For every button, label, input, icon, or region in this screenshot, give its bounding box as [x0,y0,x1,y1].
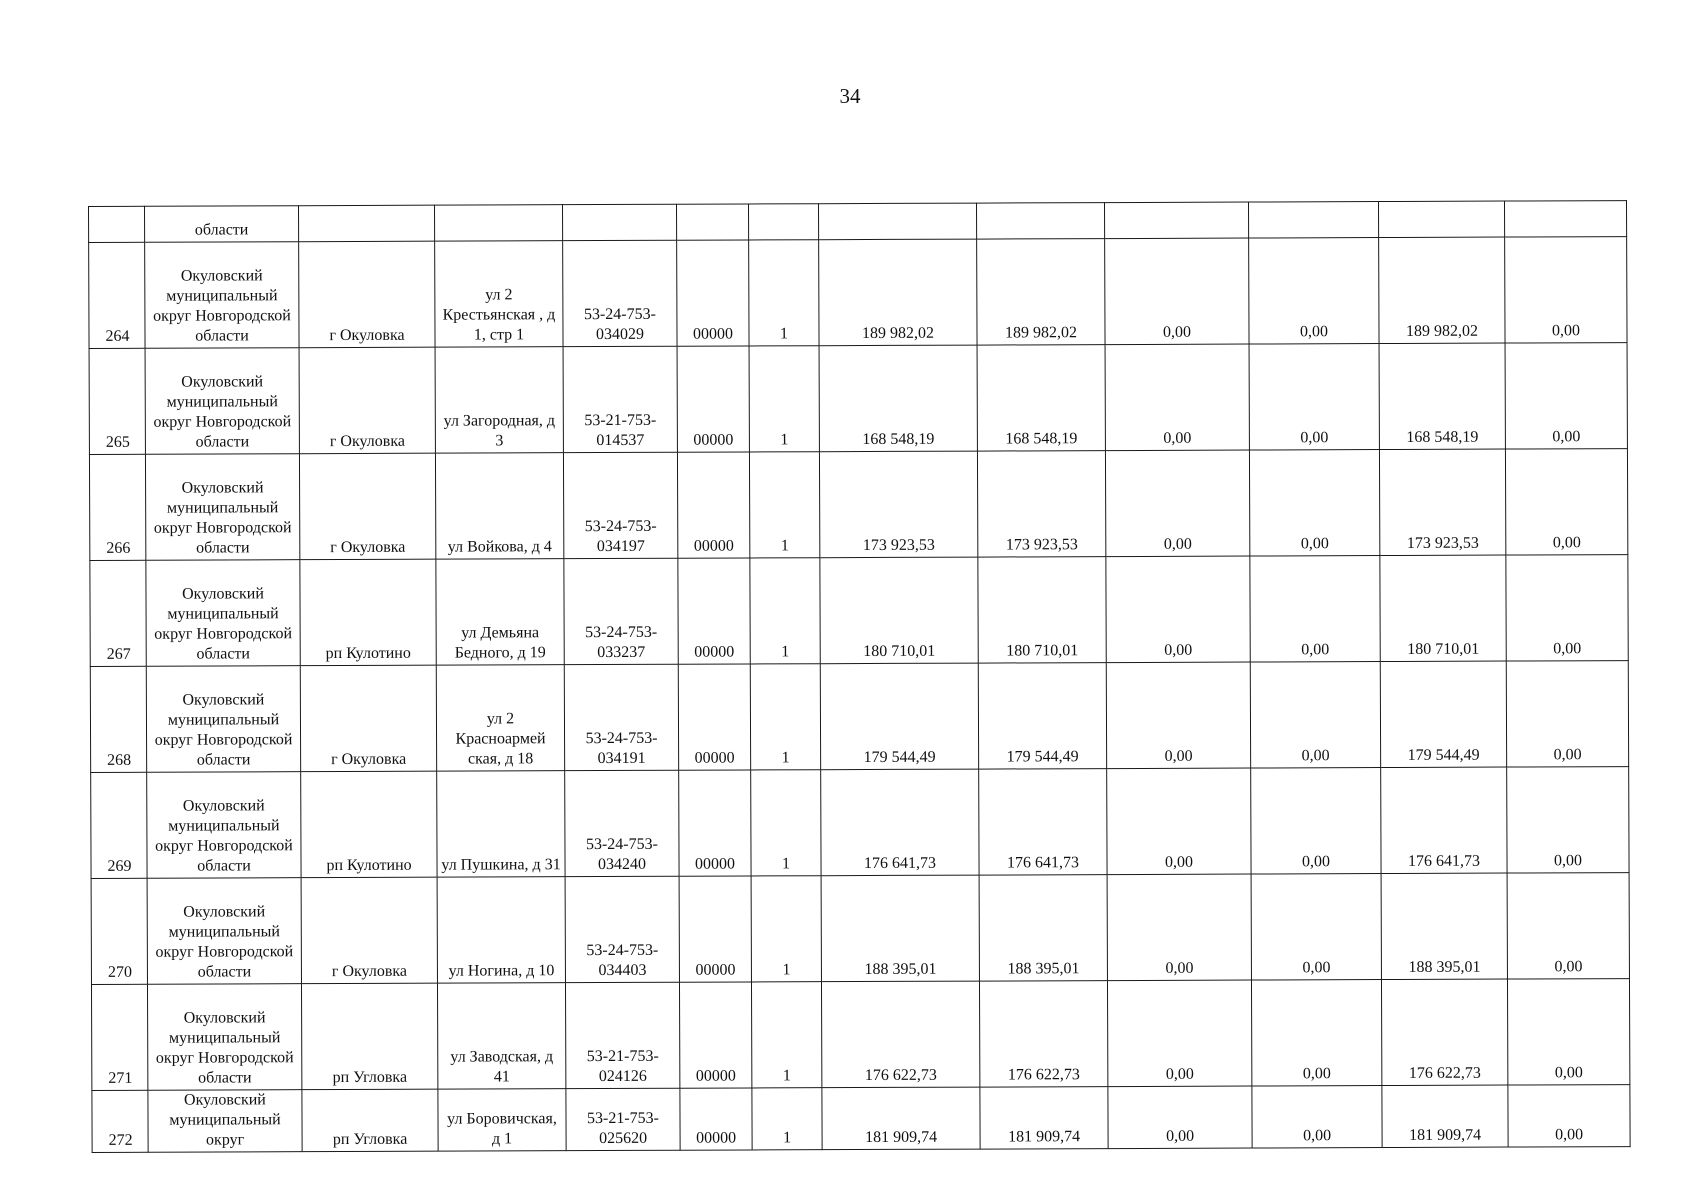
cell-number: 269 [91,772,147,878]
table-row [89,343,1627,455]
cell-count [748,204,818,240]
cell-code2: 00000 [678,664,750,770]
cell-count: 1 [749,346,819,452]
cell-code2: 00000 [677,240,749,346]
cell-code2: 00000 [678,558,750,664]
cell-value-2 [976,203,1104,239]
cell-value-1: 189 982,02 [819,239,977,346]
cell-value-6: 0,00 [1506,555,1628,661]
cell-code2 [676,204,748,240]
cell-count: 1 [750,664,820,770]
cell-address: ул 2 Красноармей ская, д 18 [436,665,564,771]
cell-code2: 00000 [679,770,751,876]
cell-value-1: 176 622,73 [821,981,979,1088]
cell-value-5: 168 548,19 [1379,343,1505,449]
cell-value-2: 189 982,02 [977,239,1105,345]
cell-number: 271 [91,984,147,1090]
cell-settlement: рп Угловка [302,1089,438,1152]
cell-value-3: 0,00 [1105,238,1249,345]
cell-value-6: 0,00 [1505,449,1627,555]
cell-value-3: 0,00 [1105,344,1249,451]
cell-municipality: области [145,206,299,243]
cell-address: ул Ногина, д 10 [437,877,565,983]
cell-value-2: 173 923,53 [977,451,1105,557]
cell-number: 265 [89,348,145,454]
cell-value-4: 0,00 [1249,238,1379,344]
cell-value-5: 189 982,02 [1379,237,1505,343]
cell-value-1: 179 544,49 [820,663,978,770]
cell-value-3: 0,00 [1107,768,1251,875]
cell-municipality: Окуловский муниципальный округ Новгородской области [145,348,299,455]
data-table [88,200,1631,1153]
cell-count: 1 [752,1088,822,1150]
cell-value-6: 0,00 [1508,1085,1630,1147]
cell-value-1: 173 923,53 [819,451,977,558]
cell-settlement: г Окуловка [300,665,436,772]
table-row [90,661,1628,773]
table-row [91,873,1629,985]
cell-value-4: 0,00 [1250,556,1380,662]
cell-number: 268 [90,666,146,772]
cell-value-2: 176 641,73 [979,769,1107,875]
cell-value-3: 0,00 [1106,662,1250,769]
cell-number [89,206,145,242]
cell-address: ул Демьяна Бедного, д 19 [436,559,564,665]
cell-value-4: 0,00 [1251,980,1381,1086]
table-row [89,237,1627,349]
cell-value-6: 0,00 [1505,237,1627,343]
table-row [89,449,1627,561]
cell-number: 272 [92,1090,148,1152]
cell-number: 266 [89,454,145,560]
cell-value-4: 0,00 [1249,344,1379,450]
table-row-continuation [89,201,1627,243]
cell-value-2: 181 909,74 [980,1087,1108,1149]
cell-value-4: 0,00 [1251,768,1381,874]
cell-code: 53-24-753-034029 [563,240,677,346]
cell-settlement [299,205,435,242]
cell-address [434,205,562,241]
cell-settlement: рп Угловка [301,983,437,1090]
cell-code2: 00000 [679,982,751,1088]
cell-municipality: Окуловский муниципальный округ Новгородской области [147,772,301,879]
cell-municipality: Окуловский муниципальный округ Новгородской области [145,242,299,349]
cell-code2: 00000 [680,1088,752,1150]
cell-code: 53-21-753-024126 [565,982,679,1088]
cell-address: ул 2 Крестьянская , д 1, стр 1 [435,241,563,347]
cell-count: 1 [749,452,819,558]
cell-address: ул Войкова, д 4 [435,453,563,559]
cell-municipality: Окуловский муниципальный округ Новгородской области [146,666,300,773]
cell-value-3 [1104,202,1248,239]
cell-value-3: 0,00 [1107,980,1251,1087]
cell-code2: 00000 [677,346,749,452]
cell-value-2: 176 622,73 [979,981,1107,1087]
cell-municipality: Окуловский муниципальный округ [148,1090,302,1153]
cell-number: 264 [89,242,145,348]
table-body [89,201,1631,1153]
table-row [91,767,1629,879]
cell-count: 1 [751,982,821,1088]
cell-value-4: 0,00 [1251,874,1381,980]
table-row [90,555,1628,667]
cell-value-5: 173 923,53 [1379,449,1505,555]
cell-value-3: 0,00 [1105,450,1249,557]
cell-address: ул Загородная, д 3 [435,347,563,453]
cell-value-1: 181 909,74 [822,1087,980,1150]
cell-settlement: г Окуловка [299,453,435,560]
cell-count: 1 [751,876,821,982]
cell-value-2: 179 544,49 [978,663,1106,769]
cell-value-5 [1378,201,1504,237]
cell-value-1: 180 710,01 [820,557,978,664]
cell-municipality: Окуловский муниципальный округ Новгородской области [145,454,299,561]
cell-value-4 [1248,202,1378,238]
cell-value-4: 0,00 [1252,1086,1382,1148]
cell-settlement: рп Кулотино [301,771,437,878]
cell-count: 1 [749,240,819,346]
cell-code: 53-24-753-033237 [564,558,678,664]
page-number: 34 [839,84,861,108]
cell-settlement: рп Кулотино [300,559,436,666]
table-container [88,206,1626,1153]
cell-value-1: 168 548,19 [819,345,977,452]
cell-code2: 00000 [677,452,749,558]
cell-value-6 [1504,201,1626,237]
cell-code: 53-24-753-034240 [565,770,679,876]
table-row [91,979,1629,1091]
cell-value-5: 179 544,49 [1380,661,1506,767]
cell-value-6: 0,00 [1506,661,1628,767]
cell-value-5: 180 710,01 [1380,555,1506,661]
cell-code2: 00000 [679,876,751,982]
cell-address: ул Пушкина, д 31 [437,771,565,877]
cell-code: 53-24-753-034197 [563,452,677,558]
cell-value-5: 176 622,73 [1381,979,1507,1085]
cell-code: 53-21-753-014537 [563,346,677,452]
cell-value-5: 176 641,73 [1381,767,1507,873]
cell-value-6: 0,00 [1507,873,1629,979]
cell-value-5: 181 909,74 [1382,1085,1508,1147]
cell-value-1 [818,203,976,240]
cell-number: 270 [91,878,147,984]
cell-address: ул Заводская, д 41 [437,983,565,1089]
cell-settlement: г Окуловка [301,877,437,984]
cell-value-1: 188 395,01 [821,875,979,982]
cell-value-2: 180 710,01 [978,557,1106,663]
cell-value-3: 0,00 [1107,874,1251,981]
cell-value-1: 176 641,73 [821,769,979,876]
cell-value-2: 188 395,01 [979,875,1107,981]
cell-count: 1 [750,558,820,664]
cell-value-3: 0,00 [1106,556,1250,663]
cell-value-5: 188 395,01 [1381,873,1507,979]
cell-value-4: 0,00 [1249,450,1379,556]
cell-value-6: 0,00 [1505,343,1627,449]
cell-value-6: 0,00 [1507,979,1629,1085]
cell-value-6: 0,00 [1507,767,1629,873]
cell-count: 1 [751,770,821,876]
cell-settlement: г Окуловка [299,241,435,348]
cell-value-2: 168 548,19 [977,345,1105,451]
cell-code: 53-24-753-034403 [565,876,679,982]
cell-value-3: 0,00 [1108,1086,1252,1149]
cell-value-4: 0,00 [1250,662,1380,768]
cell-municipality: Окуловский муниципальный округ Новгородской области [147,878,301,985]
cell-code: 53-21-753-025620 [566,1088,680,1150]
table-row [92,1085,1630,1153]
cell-settlement: г Окуловка [299,347,435,454]
cell-municipality: Окуловский муниципальный округ Новгородской области [147,984,301,1091]
cell-code [562,204,676,240]
cell-code: 53-24-753-034191 [564,664,678,770]
cell-municipality: Окуловский муниципальный округ Новгородской области [146,560,300,667]
cell-address: ул Боровичская, д 1 [438,1089,566,1151]
cell-number: 267 [90,560,146,666]
